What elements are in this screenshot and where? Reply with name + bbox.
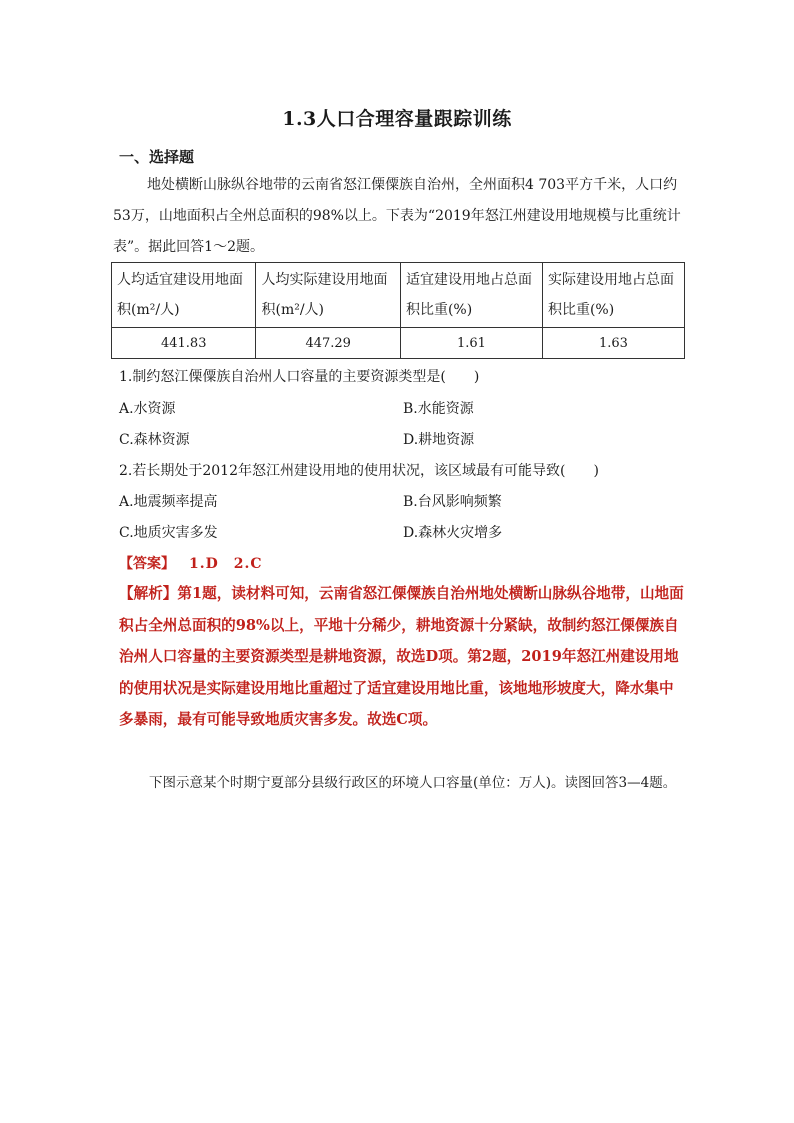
question-2-option-c: C.地质灾害多发	[119, 525, 218, 541]
question-1-stem: 1.制约怒江傈僳族自治州人口容量的主要资源类型是( )	[119, 369, 480, 385]
table-header-row	[112, 263, 685, 328]
question-2-option-d: D.森林火灾增多	[403, 525, 503, 541]
table-cell: 441.83	[112, 328, 256, 359]
analysis-paragraph	[119, 578, 685, 736]
land-use-table	[111, 262, 685, 359]
page-title: 1.3人口合理容量跟踪训练	[282, 108, 512, 130]
analysis-label: 【解析】	[119, 585, 178, 602]
answer-value: 1.D 2.C	[189, 556, 263, 572]
answer-line	[119, 553, 263, 573]
question-1-option-c: C.森林资源	[119, 432, 190, 448]
table-header-cell: 人均实际建设用地面积(m²/人)	[256, 263, 400, 328]
table-row	[112, 328, 685, 359]
table-cell: 1.61	[400, 328, 542, 359]
answer-label: 【答案】	[119, 556, 175, 572]
question-1-option-a: A.水资源	[119, 401, 176, 417]
table-header-cell: 人均适宜建设用地面积(m²/人)	[112, 263, 256, 328]
question-2-option-b: B.台风影响频繁	[403, 494, 502, 510]
analysis-text: 第1题，读材料可知，云南省怒江傈僳族自治州地处横断山脉纵谷地带，山地面积占全州总面积的98%以上，平地十分稀少，耕地资源十分紧缺，故制约怒江傈僳族自治州人口容量的主要资源类型是耕地资源，故选D项。第2题，2019年怒江州建设用地的使用状况是实际建设用地比重超过了适宜建设用地比重，该地地形坡度大，降水集中多暴雨，最有可能导致地质灾害多发。故选C项。	[119, 585, 684, 728]
question-2-stem: 2.若长期处于2012年怒江州建设用地的使用状况，该区域最有可能导致( )	[119, 463, 599, 479]
intro-paragraph: 地处横断山脉纵谷地带的云南省怒江傈僳族自治州，全州面积4 703平方千米，人口约53万，山地面积占全州总面积的98%以上。下表为“2019年怒江州建设用地规模与比重统计表”。据此回答1～2题。	[113, 177, 681, 255]
table-header-cell: 实际建设用地占总面积比重(%)	[542, 263, 684, 328]
question-1-option-d: D.耕地资源	[403, 432, 475, 448]
question-1-option-b: B.水能资源	[403, 401, 474, 417]
section-heading: 一、选择题	[119, 148, 195, 166]
table-cell: 447.29	[256, 328, 400, 359]
next-question-paragraph: 下图示意某个时期宁夏部分县级行政区的环境人口容量(单位：万人)。读图回答3—4题。	[149, 775, 677, 791]
table-header-cell: 适宜建设用地占总面积比重(%)	[400, 263, 542, 328]
question-2-option-a: A.地震频率提高	[119, 494, 218, 510]
table-cell: 1.63	[542, 328, 684, 359]
